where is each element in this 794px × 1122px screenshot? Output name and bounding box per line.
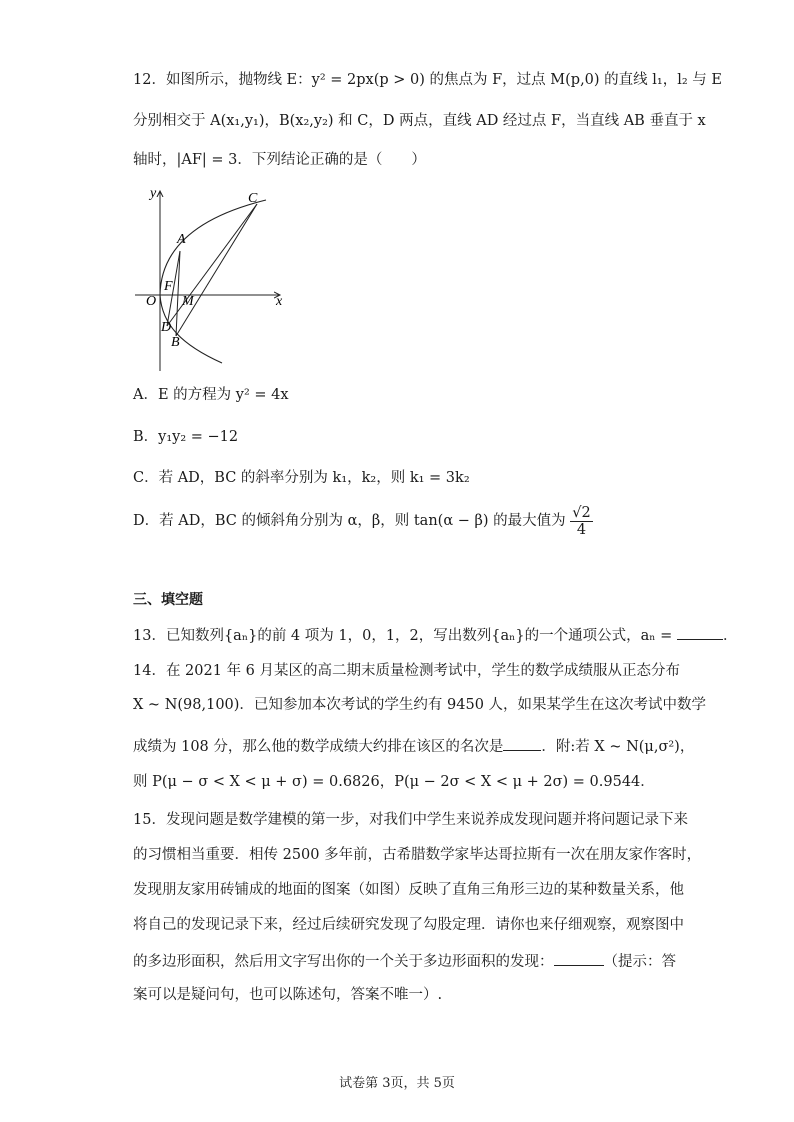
label-F: F [164,279,173,294]
q12-option-a: A．E 的方程为 y² = 4x [133,387,289,403]
q12-line-1: 12．如图所示，抛物线 E：y² = 2px(p > 0) 的焦点为 F，过点 M(p,0) 的直线 l₁，l₂ 与 E [133,72,722,88]
q13-end: ． [722,628,738,644]
line-CB [176,204,257,336]
section-title: 三、填空题 [133,592,203,608]
q12-option-b: B．y₁y₂ = −12 [133,429,239,445]
line-CD [167,204,257,326]
q13-text: 13．已知数列{aₙ}的前 4 项为 1，0，1，2，写出数列{aₙ}的一个通项公式，aₙ = [133,628,673,644]
q12-line-3: 轴时，|AF| = 3．下列结论正确的是（ ） [133,152,426,168]
label-D: D [161,320,172,335]
q15-answer-blank[interactable] [554,950,604,966]
q15-line-5-text: 的多边形面积，然后用文字写出你的一个关于多边形面积的发现： [133,954,554,970]
q14-line-4: 则 P(μ − σ < X < μ + σ) = 0.6826，P(μ − 2σ < X < μ + 2σ) = 0.9544． [133,774,655,790]
label-A: A [177,232,186,247]
q15-line-4: 将自己的发现记录下来，经过后续研究发现了勾股定理．请你也来仔细观察，观察图中 [133,917,684,933]
page-footer: 试卷第 3页，共 5页 [339,1076,455,1091]
label-O: O [146,294,157,309]
label-y: y [150,186,157,201]
q14-line-2: X ~ N(98,100)．已知参加本次考试的学生约有 9450 人，如果某学生在这次考试中数学 [133,697,707,713]
label-M: M [182,294,194,309]
q12-option-c: C．若 AD，BC 的斜率分别为 k₁，k₂，则 k₁ = 3k₂ [133,470,470,486]
fraction-denominator: 4 [576,521,587,538]
q13-answer-blank[interactable] [677,624,723,640]
q15-line-2: 的习惯相当重要．相传 2500 多年前，古希腊数学家毕达哥拉斯有一次在朋友家作客时， [133,847,702,863]
q15-line-5-tail: （提示：答 [603,954,676,970]
q14-line-3-text: 成绩为 108 分，那么他的数学成绩大约排在该区的名次是 [133,739,504,755]
q14-line-1: 14．在 2021 年 6 月某区的高二期末质量检测考试中，学生的数学成绩服从正态分布 [133,663,681,679]
fraction [570,505,592,538]
q12-line-2: 分别相交于 A(x₁,y₁)，B(x₂,y₂) 和 C，D 两点，直线 AD 经过点 F，当直线 AB 垂直于 x [133,113,706,129]
q15-line-3: 发现朋友家用砖铺成的地面的图案（如图）反映了直角三角形三边的某种数量关系，他 [133,882,684,898]
q12-option-d-text: D．若 AD，BC 的倾斜角分别为 α，β，则 tan(α − β) 的最大值为 [133,513,566,529]
parabola-figure [130,183,290,373]
label-B: B [171,335,180,350]
fraction-numerator: √2 [572,504,591,521]
q15-line-5 [133,950,676,972]
q15-line-6: 案可以是疑问句，也可以陈述句，答案不唯一）. [133,987,443,1003]
q13 [133,624,737,646]
parabola-upper [160,200,266,295]
q14-line-3-tail: ．附:若 X ~ N(μ,σ²)， [541,739,695,755]
q14-answer-blank[interactable] [503,735,541,751]
label-C: C [248,191,258,206]
q14-line-3 [133,735,694,757]
label-x: x [276,294,283,309]
q12-option-d [133,503,593,539]
q15-line-1: 15．发现问题是数学建模的第一步，对我们中学生来说养成发现问题并将问题记录下来 [133,812,688,828]
